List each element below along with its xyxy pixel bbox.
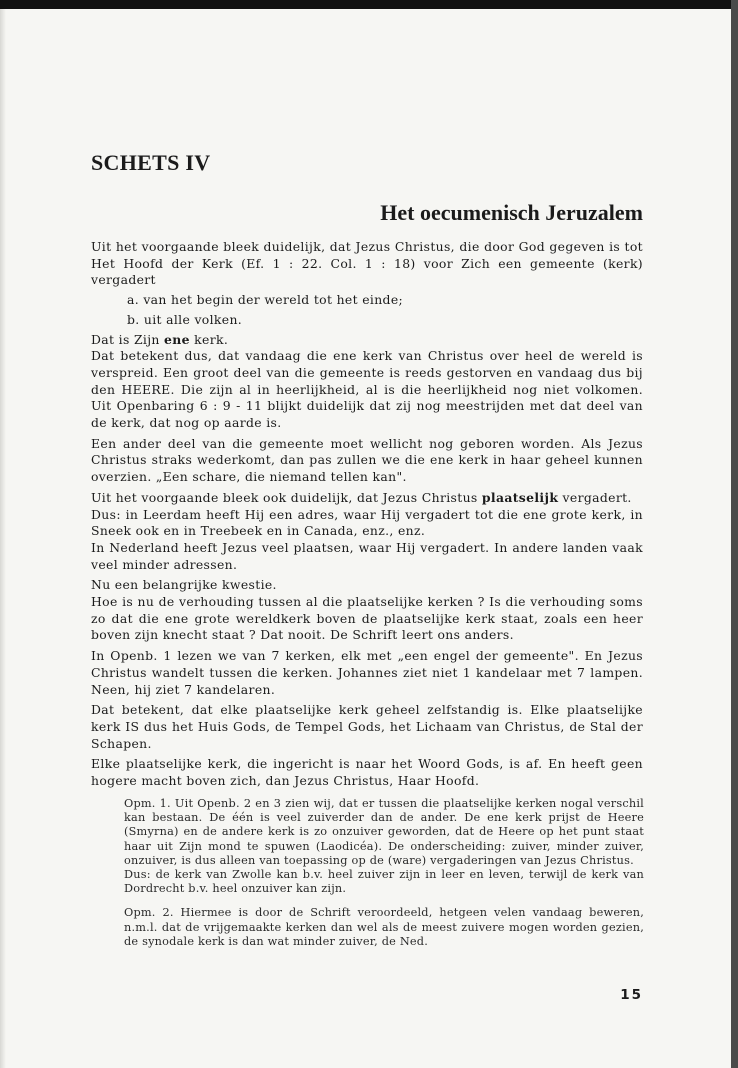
remark-1: Opm. 1. Uit Openb. 2 en 3 zien wij, dat er tussen die plaatselijke kerken nogal verschil kan bestaan. De één is veel zuiverder dan de ander. De ene kerk prijst de Heere (Smyrna) en de andere kerk is zo onzuiver geworden, dat de Heere op het punt staat haar uit Zijn mond te spuwen (Laodicéa). De onderscheiding: zuiver, minder zuiver, onzuiver, is dus alleen van toepassing op de (ware) vergaderingen van Jezus Christus.	[124, 797, 644, 867]
scan-left-shadow	[0, 9, 6, 1068]
emphasis-ene: ene	[164, 331, 190, 347]
section-heading: SCHETS IV	[91, 150, 211, 175]
list-item: a. van het begin der wereld tot het einde;	[127, 292, 404, 308]
paragraph: Een ander deel van die gemeente moet wellicht nog geboren worden. Als Jezus Christus straks wederkomt, dan pas zullen we die ene kerk in haar geheel kunnen overzien. „Een schare, die niemand tellen kan".	[91, 435, 643, 485]
paragraph: Uit het voorgaande bleek duidelijk, dat Jezus Christus, die door God gegeven is tot Het Hoofd der Kerk (Ef. 1 : 22. Col. 1 : 18) voor Zich een gemeente (kerk) vergadert	[91, 239, 643, 288]
paragraph: Dus: in Leerdam heeft Hij een adres, waar Hij vergadert tot die ene grote kerk, in Sneek ook en in Treebeek en in Canada, enz., enz.	[91, 506, 643, 539]
paragraph: Hoe is nu de verhouding tussen al die plaatselijke kerken ? Is die verhouding soms zo dat die ene grote wereldkerk boven de plaatselijke kerk staat, zoals een heer boven zijn knecht staat ? Dat nooit. De Schrift leert ons anders.	[91, 594, 643, 643]
paragraph: Dat betekent, dat elke plaatselijke kerk geheel zelfstandig is. Elke plaatselijke kerk IS dus het Huis Gods, de Tempel Gods, het Lichaam van Christus, de Stal der Schapen.	[91, 702, 643, 751]
paragraph: Dat betekent dus, dat vandaag die ene kerk van Christus over heel de wereld is verspreid. Een groot deel van die gemeente is reeds gestorven en vandaag dus bij den HEERE. Die zijn al in heerlijkheid, al is die heerlijkheid nog niet volkomen. Uit Openbaring 6 : 9 - 11 blijkt duidelijk dat zij nog meestrijden met dat deel van de kerk, dat nog op aarde is.	[91, 348, 643, 431]
paragraph	[91, 332, 643, 349]
chapter-title: Het oecumenisch Jeruzalem	[380, 200, 643, 225]
remark-1-continued: Dus: de kerk van Zwolle kan b.v. heel zuiver zijn in leer en leven, terwijl de kerk van Dordrecht b.v. heel onzuiver kan zijn.	[124, 868, 644, 896]
list-item: b. uit alle volken.	[127, 311, 243, 327]
text-run: Uit het voorgaande bleek ook duidelijk, dat Jezus Christus	[91, 489, 482, 505]
paragraph	[91, 490, 643, 507]
emphasis-plaatselijk: plaatselijk	[481, 489, 559, 505]
paragraph: In Nederland heeft Jezus veel plaatsen, waar Hij vergadert. In andere landen vaak veel minder adressen.	[91, 539, 643, 572]
text-run: vergadert.	[558, 489, 632, 505]
paragraph: Nu een belangrijke kwestie.	[91, 577, 277, 593]
text-run: Dat is Zijn	[91, 331, 165, 347]
paragraph: In Openb. 1 lezen we van 7 kerken, elk met „een engel der gemeente". En Jezus Christus wandelt tussen die kerken. Johannes ziet niet 1 kandelaar met 7 lampen. Neen, hij ziet 7 kandelaren.	[91, 648, 643, 697]
body-text	[91, 239, 643, 790]
remarks	[124, 797, 644, 949]
scan-top-edge	[0, 0, 738, 9]
text-run: kerk.	[189, 331, 229, 347]
remark-2: Opm. 2. Hiermee is door de Schrift veroordeeld, hetgeen velen vandaag beweren, n.m.l. dat de vrijgemaakte kerken dan wel als de meest zuivere mogen worden gezien, de synodale kerk is dan wat minder zuiver, de Ned.	[124, 906, 644, 948]
scan-right-edge	[731, 0, 738, 1068]
paragraph: Elke plaatselijke kerk, die ingericht is naar het Woord Gods, is af. En heeft geen hogere macht boven zich, dan Jezus Christus, Haar Hoofd.	[91, 756, 643, 789]
page-number: 15	[620, 987, 643, 1003]
